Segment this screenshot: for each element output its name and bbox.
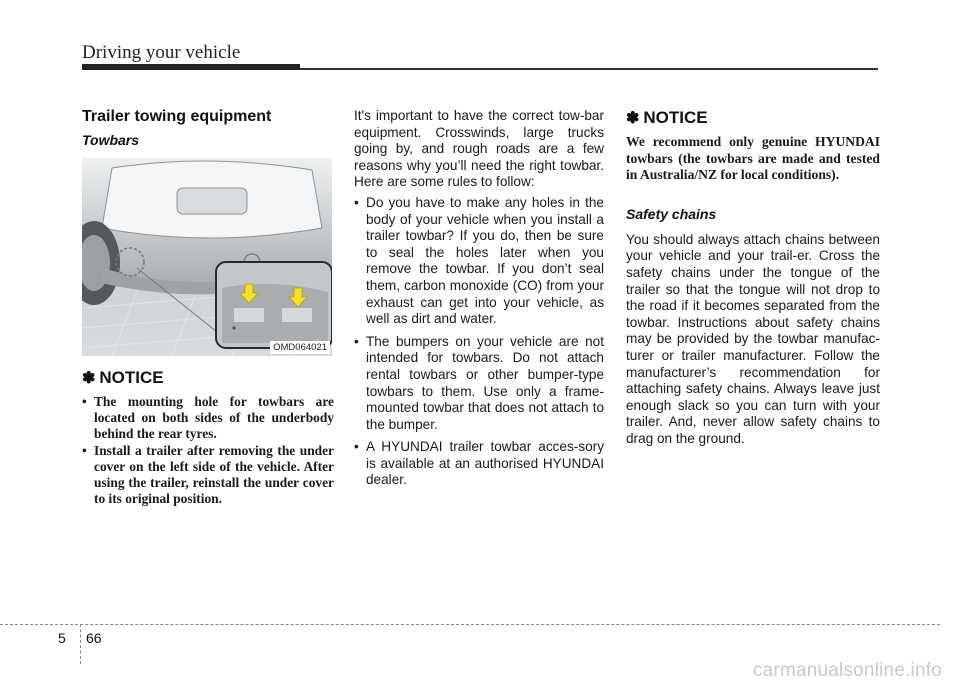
safety-chains-text: You should always attach chains between your vehicle and your trail-er. Cross the safety chains under the tongue of the trailer so that the tongue will not drop to the road if it becomes separated from the towbar. Instructions about safety chains may be provided by the towbar manufac-turer or trailer manufacturer. Follow the manufacturer’s recommendation for attaching safety chains. Always leave just enough slack so you can turn with your trailer. And, never allow safety chains to drag on the ground. (626, 231, 880, 446)
subsection-title-safety-chains: Safety chains (626, 205, 717, 222)
footer-rule (0, 624, 940, 625)
subsection-title-towbars: Towbars (82, 132, 140, 148)
towbar-mount-photo (82, 158, 332, 356)
footer-divider (80, 624, 81, 664)
list-item: • The mounting hole for towbars are located on both sides of the underbody behind the rear tyres. (82, 394, 334, 442)
watermark-text: carmanualsonline.info (752, 660, 942, 681)
notice-text: We recommend only genuine HYUNDAI towbars (the towbars are made and tested in Australia/NZ for local conditions). (626, 134, 880, 183)
notice-label: NOTICE (99, 368, 164, 387)
list-item: • Do you have to make any holes in the body of your vehicle when you install a trailer towbar? If you do, then be sure to seal the holes later when you remove the towbar. If you don’t seal them, carbon monoxide (CO) from your exhaust can get into your vehicle, as well as dirt and water. (354, 195, 604, 328)
chapter-number: 5 (58, 630, 66, 646)
list-item: • A HYUNDAI trailer towbar acces-sory is available at an authorised HYUNDAI dealer. (354, 439, 604, 489)
list-item: • The bumpers on your vehicle are not intended for towbars. Do not attach rental towbars or other bumper-type towbars to them. Use only a frame-mounted towbar that does not attach to the bumper. (354, 334, 604, 434)
notice-label: NOTICE (643, 108, 708, 127)
header-rule-accent (82, 64, 300, 70)
page-number: 66 (86, 630, 102, 646)
list-item: • Install a trailer after removing the under cover on the left side of the vehicle. After using the trailer, reinstall the under cover to its original position. (82, 443, 334, 507)
notice-star-icon: ✽ (82, 370, 96, 387)
column-middle (354, 108, 604, 495)
column-left (82, 108, 334, 508)
towbar-intro-text: It's important to have the correct tow-bar equipment. Crosswinds, large trucks going by, and rough roads are a few reasons why you’ll need the right towbar. Here are some rules to follow: (354, 108, 604, 190)
notice-heading (82, 368, 334, 388)
towbar-rules-list (354, 195, 604, 489)
page-header-title: Driving your vehicle (82, 42, 241, 63)
notice-list (82, 394, 334, 507)
column-right (626, 108, 880, 452)
section-title: Trailer towing equipment (82, 108, 272, 125)
car-rear-illustration (82, 158, 332, 356)
notice-star-icon: ✽ (626, 110, 640, 127)
photo-reference-id: OMD064021 (270, 341, 330, 354)
notice-heading (626, 108, 880, 128)
